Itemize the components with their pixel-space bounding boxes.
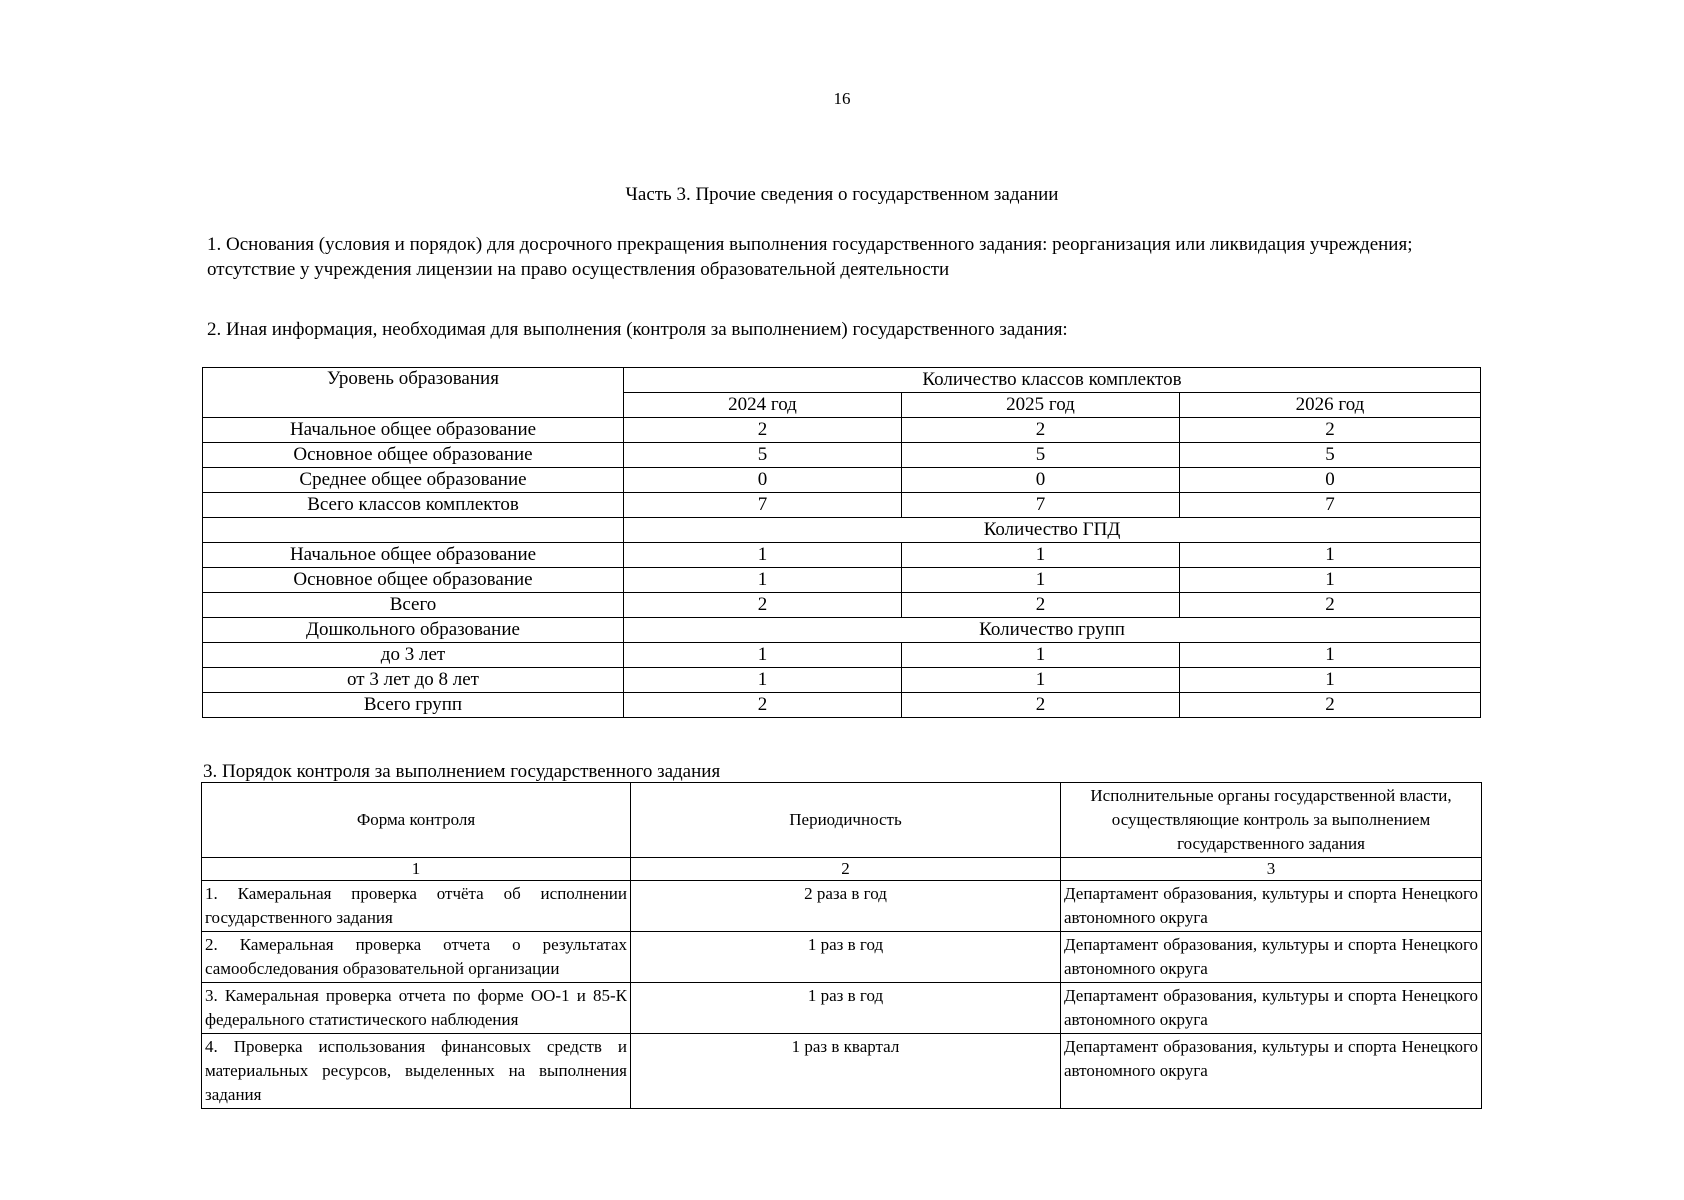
column-numbers-row <box>202 858 1482 881</box>
table-row <box>203 443 1481 468</box>
cell-value: 2 <box>1180 418 1481 443</box>
row-label: Всего групп <box>203 693 624 718</box>
row-label: Начальное общее образование <box>203 543 624 568</box>
cell-value: 1 <box>902 568 1180 593</box>
cell-value: 5 <box>624 443 902 468</box>
periodicity-cell: 2 раза в год <box>631 881 1061 932</box>
empty-cell <box>203 518 624 543</box>
row-label: до 3 лет <box>203 643 624 668</box>
control-procedure-heading: 3. Порядок контроля за выполнением государственного задания <box>203 761 721 782</box>
table-row <box>203 643 1481 668</box>
periodicity-cell: 1 раз в квартал <box>631 1034 1061 1109</box>
header-year: 2024 год <box>624 393 902 418</box>
header-groups-count: Количество групп <box>624 618 1481 643</box>
class-sets-table <box>202 367 1481 718</box>
table-row <box>203 568 1481 593</box>
termination-basis-paragraph: 1. Основания (условия и порядок) для досрочного прекращения выполнения государственного задания: реорганизация или ликвидация учреждения; отсутствие у учреждения лицензии на право осуществления образовательной деятельности <box>207 234 1413 280</box>
cell-value: 2 <box>902 693 1180 718</box>
executive-body-cell: Департамент образования, культуры и спорта Ненецкого автономного округа <box>1061 1034 1482 1109</box>
table-row <box>203 493 1481 518</box>
cell-value: 1 <box>902 668 1180 693</box>
header-year: 2026 год <box>1180 393 1481 418</box>
column-number: 1 <box>202 858 631 881</box>
header-education-level: Уровень образования <box>203 368 624 418</box>
preschool-label: Дошкольного образование <box>203 618 624 643</box>
table-row <box>202 881 1482 932</box>
table-row <box>202 932 1482 983</box>
cell-value: 2 <box>902 593 1180 618</box>
cell-value: 2 <box>902 418 1180 443</box>
executive-body-cell: Департамент образования, культуры и спорта Ненецкого автономного округа <box>1061 983 1482 1034</box>
cell-value: 1 <box>1180 643 1481 668</box>
cell-value: 1 <box>624 643 902 668</box>
part-title: Часть 3. Прочие сведения о государственном задании <box>625 184 1059 205</box>
cell-value: 0 <box>902 468 1180 493</box>
row-label: от 3 лет до 8 лет <box>203 668 624 693</box>
cell-value: 2 <box>1180 693 1481 718</box>
row-label: Основное общее образование <box>203 443 624 468</box>
periodicity-cell: 1 раз в год <box>631 932 1061 983</box>
header-control-form: Форма контроля <box>202 783 631 858</box>
cell-value: 1 <box>624 668 902 693</box>
table-subheader-row <box>203 618 1481 643</box>
cell-value: 1 <box>902 543 1180 568</box>
cell-value: 1 <box>624 543 902 568</box>
control-procedure-table <box>201 782 1482 1109</box>
control-form-cell: 2. Камеральная проверка отчета о результатах самообследования образовательной организации <box>202 932 631 983</box>
periodicity-cell: 1 раз в год <box>631 983 1061 1034</box>
row-label: Среднее общее образование <box>203 468 624 493</box>
executive-body-cell: Департамент образования, культуры и спорта Ненецкого автономного округа <box>1061 932 1482 983</box>
cell-value: 2 <box>624 593 902 618</box>
table-row <box>203 693 1481 718</box>
table-row <box>203 593 1481 618</box>
table-row <box>203 468 1481 493</box>
cell-value: 0 <box>1180 468 1481 493</box>
page-number: 16 <box>833 89 851 108</box>
table-row <box>203 668 1481 693</box>
cell-value: 2 <box>624 418 902 443</box>
table-row <box>203 543 1481 568</box>
table-row <box>203 418 1481 443</box>
cell-value: 1 <box>1180 568 1481 593</box>
row-label: Начальное общее образование <box>203 418 624 443</box>
table-header-row <box>202 783 1482 858</box>
cell-value: 5 <box>1180 443 1481 468</box>
column-number: 3 <box>1061 858 1482 881</box>
header-executive-bodies: Исполнительные органы государственной власти, осуществляющие контроль за выполнением государственного задания <box>1061 783 1482 858</box>
control-form-cell: 4. Проверка использования финансовых средств и материальных ресурсов, выделенных на выполнения задания <box>202 1034 631 1109</box>
cell-value: 1 <box>902 643 1180 668</box>
row-label: Всего классов комплектов <box>203 493 624 518</box>
row-label: Основное общее образование <box>203 568 624 593</box>
cell-value: 1 <box>1180 543 1481 568</box>
cell-value: 2 <box>624 693 902 718</box>
cell-value: 2 <box>1180 593 1481 618</box>
column-number: 2 <box>631 858 1061 881</box>
cell-value: 7 <box>902 493 1180 518</box>
table-subheader-row <box>203 518 1481 543</box>
header-gpd-count: Количество ГПД <box>624 518 1481 543</box>
header-year: 2025 год <box>902 393 1180 418</box>
cell-value: 1 <box>1180 668 1481 693</box>
table-row <box>202 1034 1482 1109</box>
control-form-cell: 3. Камеральная проверка отчета по форме ОО-1 и 85-К федерального статистического наблюдения <box>202 983 631 1034</box>
cell-value: 5 <box>902 443 1180 468</box>
header-class-sets-count: Количество классов комплектов <box>624 368 1481 393</box>
cell-value: 7 <box>624 493 902 518</box>
executive-body-cell: Департамент образования, культуры и спорта Ненецкого автономного округа <box>1061 881 1482 932</box>
row-label: Всего <box>203 593 624 618</box>
cell-value: 1 <box>624 568 902 593</box>
header-periodicity: Периодичность <box>631 783 1061 858</box>
cell-value: 0 <box>624 468 902 493</box>
table-row <box>202 983 1482 1034</box>
control-form-cell: 1. Камеральная проверка отчёта об исполнении государственного задания <box>202 881 631 932</box>
table-header-row <box>203 368 1481 393</box>
cell-value: 7 <box>1180 493 1481 518</box>
other-info-heading: 2. Иная информация, необходимая для выполнения (контроля за выполнением) государственного задания: <box>207 319 1068 340</box>
